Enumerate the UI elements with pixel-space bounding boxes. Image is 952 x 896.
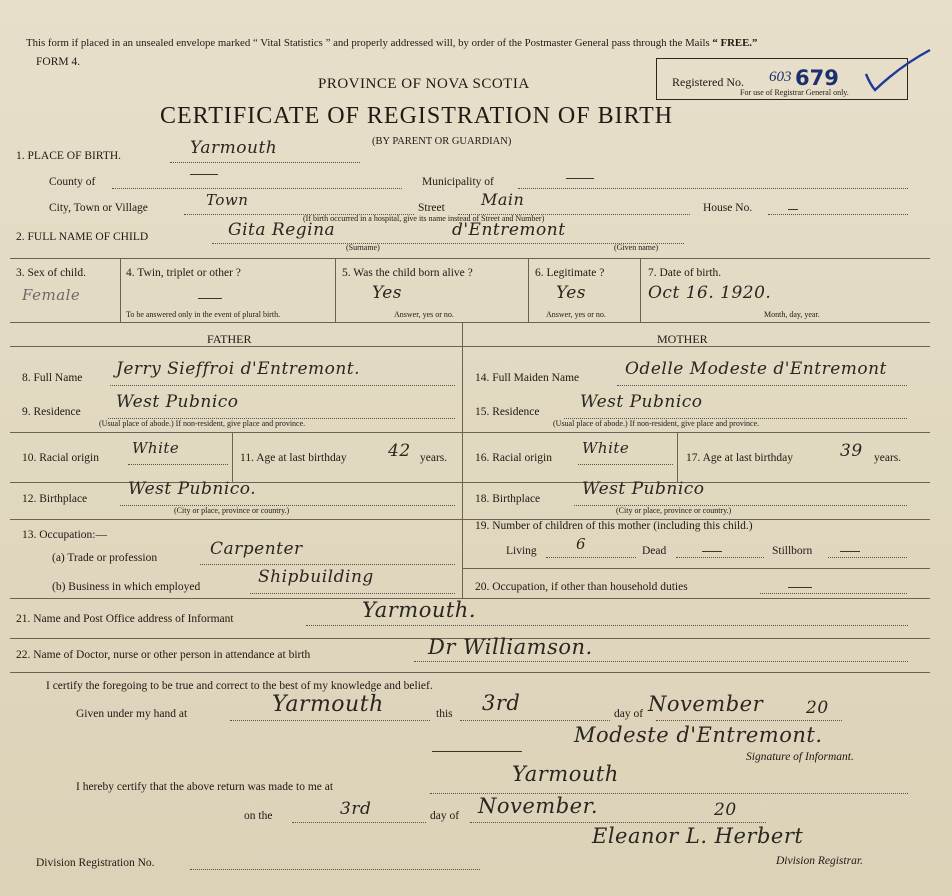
alive-value: Yes	[372, 283, 403, 303]
checkmark-icon	[860, 44, 940, 104]
sex-label: 3. Sex of child.	[16, 267, 86, 279]
registrar-dayof-label: day of	[430, 810, 460, 822]
trade-label: (a) Trade or profession	[52, 552, 158, 564]
mother-header: MOTHER	[657, 332, 708, 346]
father-name-line	[110, 385, 455, 386]
mother-residence-label: 15. Residence	[475, 406, 540, 418]
informant-signature: Modeste d'Entremont.	[574, 723, 823, 747]
father-years-label: years.	[420, 452, 448, 464]
birth-date-value: Oct 16. 1920.	[648, 283, 772, 303]
house-dash	[788, 209, 798, 210]
place-of-birth-line	[170, 162, 360, 163]
cert-year-value: 20	[806, 698, 829, 718]
house-label: House No.	[703, 202, 753, 214]
surname-caption: (Surname)	[346, 243, 380, 252]
registration-number: 679	[795, 66, 839, 90]
mother-occupation-line	[760, 593, 907, 594]
business-line	[250, 593, 455, 594]
registrar-year-value: 20	[714, 800, 737, 820]
divider	[232, 432, 233, 482]
on-the-label: on the	[244, 810, 273, 822]
mother-occupation-dash	[788, 587, 812, 588]
mother-name-value: Odelle Modeste d'Entremont	[625, 359, 887, 379]
city-value: Town	[206, 191, 249, 209]
county-line	[112, 188, 402, 189]
informant-line	[306, 625, 908, 626]
municipality-dash	[566, 178, 594, 179]
mother-residence-note: (Usual place of abode.) If non-resident, give place and province.	[553, 419, 760, 428]
father-race-line	[128, 464, 228, 465]
form-number: FORM 4.	[36, 56, 81, 68]
divider	[335, 258, 336, 322]
registration-label: Registered No.	[672, 75, 744, 89]
hospital-note: (If birth occurred in a hospital, give its name instead of Street and Number)	[303, 214, 545, 223]
subtitle: (BY PARENT OR GUARDIAN)	[372, 136, 512, 147]
page-title: CERTIFICATE OF REGISTRATION OF BIRTH	[160, 103, 674, 129]
rule	[462, 432, 930, 433]
father-name-label: 8. Full Name	[22, 372, 83, 384]
registrar-month-line	[470, 822, 766, 823]
doctor-value: Dr Williamson.	[428, 635, 593, 659]
divider	[120, 258, 121, 322]
registrar-day-value: 3rd	[340, 799, 372, 819]
mother-age-label: 17. Age at last birthday	[686, 452, 793, 464]
given-place-value: Yarmouth	[272, 692, 384, 717]
mother-residence-value: West Pubnico	[580, 392, 703, 412]
registrar-signature-caption: Division Registrar.	[776, 855, 863, 867]
doctor-line	[414, 661, 908, 662]
municipality-line	[518, 188, 908, 189]
rule	[10, 672, 930, 673]
sex-value: Female	[22, 286, 81, 304]
cert-month-line	[656, 720, 842, 721]
stillborn-line	[828, 557, 907, 558]
divider	[640, 258, 641, 322]
father-birthplace-note: (City or place, province or country.)	[174, 506, 290, 515]
certify-text: I certify the foregoing to be true and correct to the best of my knowledge and belief.	[46, 680, 433, 692]
mother-occupation-label: 20. Occupation, if other than household duties	[475, 581, 688, 593]
father-residence-label: 9. Residence	[22, 406, 81, 418]
dead-label: Dead	[642, 545, 667, 557]
rule	[10, 519, 462, 520]
registrar-signature: Eleanor L. Herbert	[592, 824, 804, 848]
registrar-text: I hereby certify that the above return was made to me at	[76, 781, 334, 793]
dead-dash	[702, 551, 722, 552]
county-dash	[190, 174, 218, 175]
rule	[462, 568, 930, 569]
city-label: City, Town or Village	[49, 202, 148, 214]
column-divider	[462, 322, 463, 598]
living-line	[546, 557, 636, 558]
mother-years-label: years.	[874, 452, 902, 464]
alive-note: Answer, yes or no.	[394, 310, 454, 319]
stillborn-dash	[840, 551, 860, 552]
business-label: (b) Business in which employed	[52, 581, 201, 593]
birth-date-label: 7. Date of birth.	[648, 267, 722, 279]
municipality-label: Municipality of	[422, 176, 494, 188]
mailing-notice	[26, 38, 757, 49]
given-name-caption: (Given name)	[614, 243, 659, 252]
stillborn-label: Stillborn	[772, 545, 813, 557]
father-birthplace-label: 12. Birthplace	[22, 493, 88, 505]
father-age-value: 42	[388, 441, 411, 461]
given-place-line	[230, 720, 430, 721]
place-of-birth-label: 1. PLACE OF BIRTH.	[16, 150, 122, 162]
trade-line	[200, 564, 455, 565]
legitimate-value: Yes	[556, 283, 587, 303]
mother-race-line	[578, 464, 673, 465]
place-of-birth-value: Yarmouth	[190, 138, 278, 158]
occupation-label: 13. Occupation:—	[22, 529, 107, 541]
division-number-line	[190, 869, 480, 870]
child-given-name: Gita Regina	[228, 220, 336, 240]
living-label: Living	[506, 545, 537, 557]
father-residence-value: West Pubnico	[116, 392, 239, 412]
children-label: 19. Number of children of this mother (including this child.)	[475, 520, 753, 532]
father-race-value: White	[132, 439, 180, 457]
mother-race-value: White	[582, 439, 630, 457]
registrar-month-value: November.	[478, 794, 598, 818]
mother-birthplace-label: 18. Birthplace	[475, 493, 541, 505]
rule	[10, 322, 930, 323]
father-race-label: 10. Racial origin	[22, 452, 99, 464]
father-name-value: Jerry Sieffroi d'Entremont.	[116, 359, 361, 379]
living-value: 6	[576, 535, 587, 553]
house-line	[768, 214, 908, 215]
legitimate-label: 6. Legitimate ?	[535, 267, 605, 279]
mother-birthplace-note: (City or place, province or country.)	[616, 506, 732, 515]
business-value: Shipbuilding	[258, 567, 374, 587]
registrar-day-line	[292, 822, 426, 823]
street-value: Main	[481, 190, 525, 209]
mother-birthplace-value: West Pubnico	[582, 479, 705, 499]
trade-value: Carpenter	[210, 539, 303, 559]
father-header: FATHER	[207, 332, 252, 346]
divider	[528, 258, 529, 322]
cert-day-value: 3rd	[482, 691, 521, 715]
rule	[10, 346, 930, 347]
mother-name-line	[617, 385, 907, 386]
this-label: this	[436, 708, 453, 720]
twin-note: To be answered only in the event of plural birth.	[126, 310, 281, 319]
twin-dash	[198, 298, 222, 299]
informant-value: Yarmouth.	[362, 598, 477, 622]
mother-age-value: 39	[840, 441, 863, 461]
mother-name-label: 14. Full Maiden Name	[475, 372, 580, 384]
alive-label: 5. Was the child born alive ?	[342, 267, 473, 279]
child-surname: d'Entremont	[452, 220, 566, 240]
registrar-place-value: Yarmouth	[512, 762, 619, 786]
rule	[10, 258, 930, 259]
father-age-label: 11. Age at last birthday	[240, 452, 347, 464]
twin-label: 4. Twin, triplet or other ?	[126, 267, 241, 279]
mother-race-label: 16. Racial origin	[475, 452, 552, 464]
rule	[10, 432, 462, 433]
cert-month-value: November	[648, 692, 764, 716]
free-text: “ FREE.”	[712, 37, 758, 49]
registration-note: For use of Registrar General only.	[740, 88, 849, 97]
cert-dayof-label: day of	[614, 708, 644, 720]
birth-date-note: Month, day, year.	[764, 310, 820, 319]
division-number-label: Division Registration No.	[36, 857, 155, 869]
child-name-label: 2. FULL NAME OF CHILD	[16, 231, 149, 243]
informant-signature-caption: Signature of Informant.	[746, 751, 854, 763]
county-label: County of	[49, 176, 96, 188]
divider	[677, 432, 678, 482]
given-label: Given under my hand at	[76, 708, 188, 720]
informant-label: 21. Name and Post Office address of Informant	[16, 613, 234, 625]
legitimate-note: Answer, yes or no.	[546, 310, 606, 319]
father-residence-note: (Usual place of abode.) If non-resident, give place and province.	[99, 419, 306, 428]
mailing-notice-text: This form if placed in an unsealed envelope marked “ Vital Statistics ” and properly addressed will, by order of the Postmaster General pass through the Mails	[26, 37, 710, 49]
doctor-label: 22. Name of Doctor, nurse or other person in attendance at birth	[16, 649, 311, 661]
signature-rule	[432, 751, 522, 752]
dead-line	[676, 557, 764, 558]
province-heading: PROVINCE OF NOVA SCOTIA	[318, 76, 530, 92]
registration-number-prefix: 603	[769, 69, 792, 85]
father-birthplace-value: West Pubnico.	[128, 479, 257, 499]
cert-day-line	[460, 720, 610, 721]
street-label: Street	[418, 202, 445, 214]
